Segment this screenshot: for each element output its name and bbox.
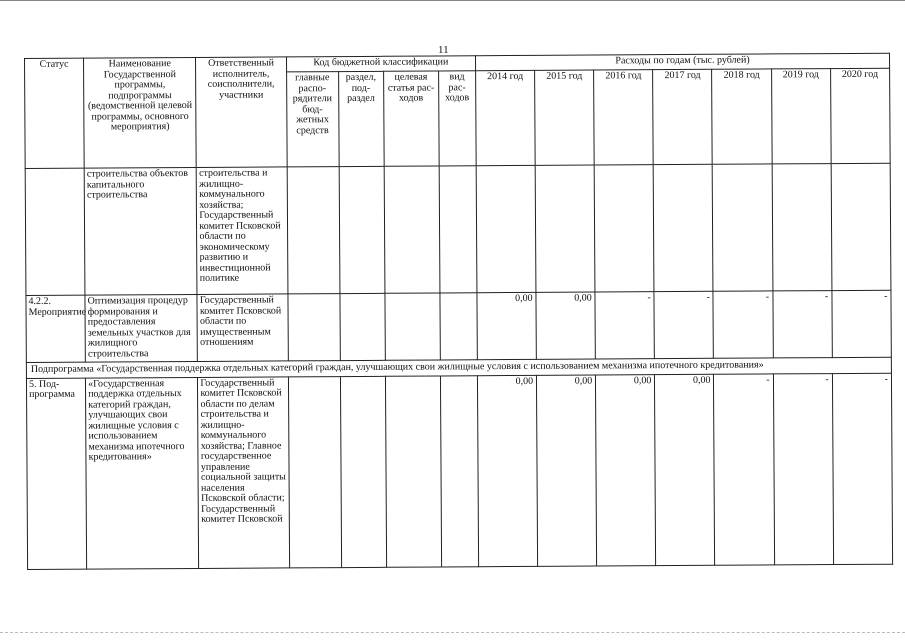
header-year-2020: 2020 год <box>830 68 890 163</box>
row-responsible: Государственный комитет Псковской области по делам строительства и жилищно-коммунального хозяйства; Главное государственное управление социальной защиты населения Псковской области; Государственный комитет Псковской <box>198 376 289 568</box>
row-value-2014 <box>476 165 536 292</box>
row-code-cell <box>384 166 440 293</box>
header-name: Наименование Государственной программы, подпрограммы (ведомственной целевой программы, основного мероприятия) <box>84 57 197 168</box>
row-code-cell <box>340 293 386 360</box>
row-value-2017: - <box>654 291 714 358</box>
header-code-section: раздел, под-раздел <box>338 71 384 166</box>
row-name: «Государственная поддержка отдельных категорий граждан, улучшающих свои жилищные условия с использованием механизма ипотечного кредитования» <box>86 377 199 569</box>
budget-table <box>24 53 893 570</box>
table-row <box>25 163 891 295</box>
row-status: 4.2.2. Мероприятие <box>26 295 86 362</box>
table-row <box>26 373 892 569</box>
scan-edge-bottom <box>0 632 905 633</box>
row-code-cell <box>288 376 341 567</box>
row-code-cell <box>385 375 441 566</box>
header-code-grbs: главные распо-рядители бюд-жетных средств <box>286 72 339 167</box>
budget-table-sheet <box>24 53 893 603</box>
header-expenses: Расходы по годам (тыс. рублей) <box>475 53 889 71</box>
row-value-2020: - <box>832 290 892 357</box>
row-value-2015 <box>535 165 595 292</box>
row-name: строительства объектов капитального строительства <box>84 167 197 295</box>
row-value-2017: 0,00 <box>655 374 715 565</box>
row-name: Оптимизация процедур формирования и предоставления земельных участков для жилищного строительства <box>85 294 198 362</box>
header-budget-code: Код бюджетной классификации <box>286 56 475 72</box>
row-responsible: строительства и жилищно-коммунального хозяйства; Государственный комитет Псковской области по экономическому развитию и инвестиционной политике <box>197 167 288 295</box>
header-year-2016: 2016 год <box>594 70 654 165</box>
row-value-2016: - <box>595 292 655 359</box>
header-code-target: целевая статья рас-ходов <box>383 71 439 166</box>
table-row <box>26 290 891 362</box>
row-value-2014: 0,00 <box>477 375 537 566</box>
row-code-cell <box>288 294 341 361</box>
row-value-2018: - <box>713 291 773 358</box>
row-responsible: Государственный комитет Псковской области по имущественным отношениям <box>197 294 288 362</box>
row-value-2019: - <box>773 291 833 358</box>
row-value-2019: - <box>773 373 833 564</box>
row-value-2016 <box>594 165 654 292</box>
row-code-cell <box>440 293 478 360</box>
header-year-2017: 2017 год <box>653 69 713 164</box>
row-value-2020: - <box>832 373 892 564</box>
header-year-2018: 2018 год <box>712 69 772 164</box>
row-value-2017 <box>654 164 714 291</box>
row-value-2019 <box>772 164 832 291</box>
subprogram-title: Подпрограмма «Государственная поддержка отдельных категорий граждан, улучшающих свои жилищные условия с использованием механизма ипотечного кредитования» <box>26 357 891 378</box>
row-code-cell <box>340 376 386 567</box>
row-value-2020 <box>831 163 891 290</box>
header-code-type: вид рас-ходов <box>438 71 476 166</box>
header-year-2014: 2014 год <box>476 70 536 165</box>
row-status <box>25 168 85 295</box>
header-year-2015: 2015 год <box>535 70 595 165</box>
row-value-2015: 0,00 <box>536 292 596 359</box>
row-code-cell <box>385 293 441 360</box>
scan-edge-top <box>0 0 905 5</box>
row-value-2018 <box>713 164 773 291</box>
row-code-cell <box>440 375 478 566</box>
row-value-2015: 0,00 <box>537 375 597 566</box>
header-year-2019: 2019 год <box>771 69 831 164</box>
row-value-2018: - <box>714 373 774 564</box>
row-code-cell <box>339 166 385 293</box>
header-responsible: Ответственный исполнитель, соисполнители, участники <box>196 57 287 168</box>
row-status: 5. Под-программа <box>26 378 86 569</box>
page-number: 11 <box>438 44 449 56</box>
row-code-cell <box>287 167 340 294</box>
row-value-2014: 0,00 <box>477 292 537 359</box>
header-status: Статус <box>25 58 85 168</box>
row-value-2016: 0,00 <box>596 374 656 565</box>
row-code-cell <box>439 166 477 293</box>
